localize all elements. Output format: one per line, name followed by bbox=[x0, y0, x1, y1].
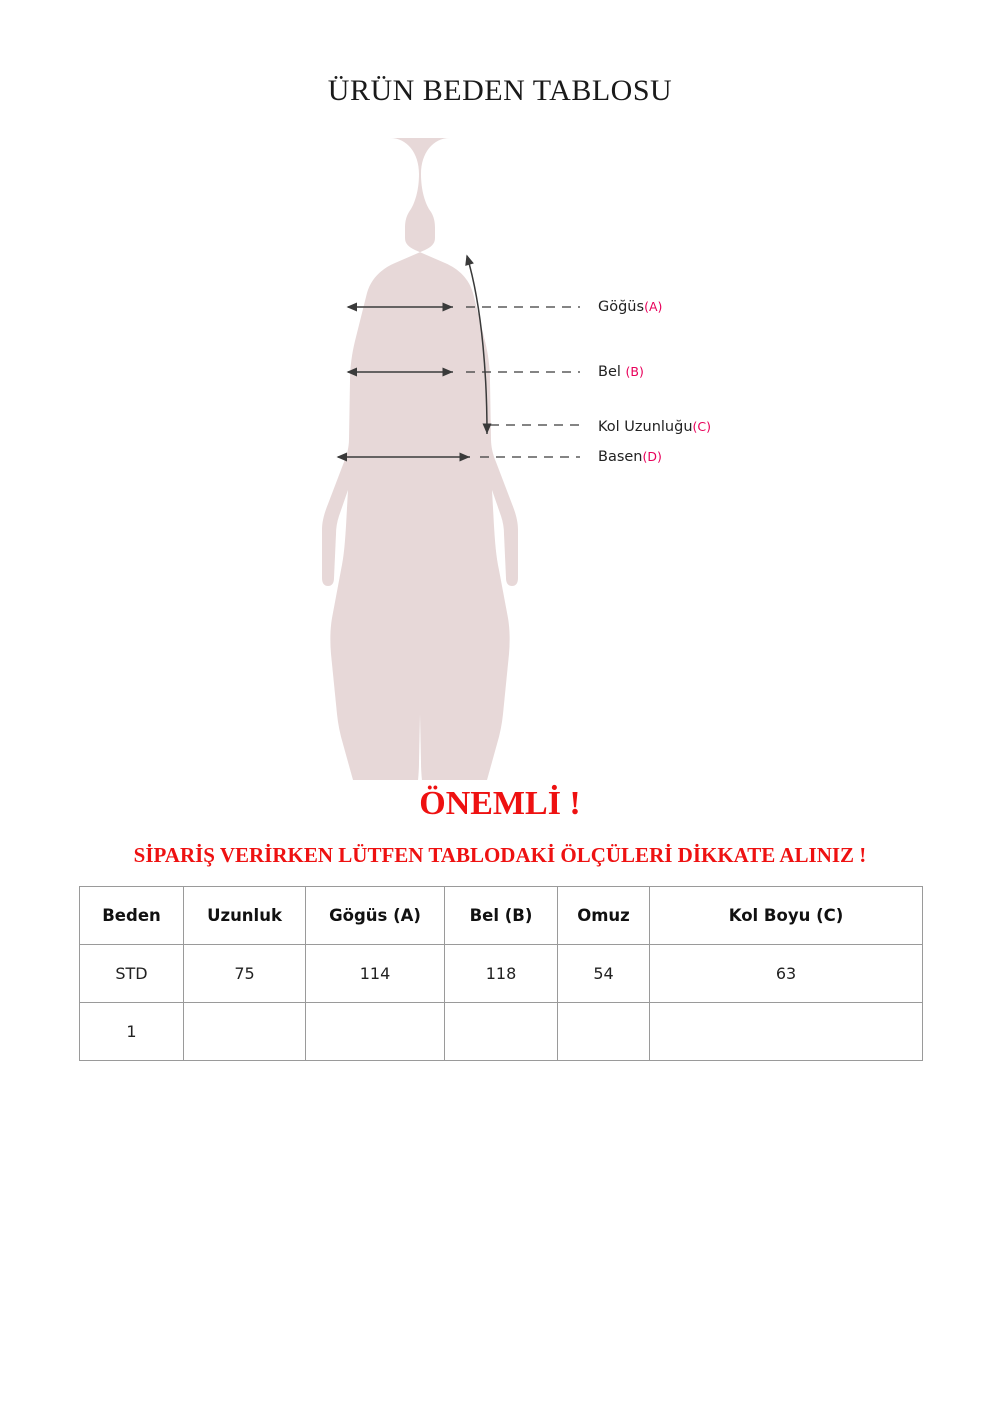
table-header-cell: Uzunluk bbox=[184, 887, 306, 945]
legend-item-kol-uzunlugu bbox=[598, 419, 711, 435]
table-cell bbox=[306, 1003, 445, 1061]
table-header-cell: Omuz bbox=[558, 887, 650, 945]
table-cell: 75 bbox=[184, 945, 306, 1003]
table-cell: STD bbox=[80, 945, 184, 1003]
table-header-cell: Kol Boyu (C) bbox=[650, 887, 923, 945]
table-cell: 54 bbox=[558, 945, 650, 1003]
legend-label-bel: Bel bbox=[598, 364, 621, 380]
table-header-cell: Gögüs (A) bbox=[306, 887, 445, 945]
legend-letter-kol-uzunlugu: (C) bbox=[692, 419, 711, 434]
legend-letter-bel: (B) bbox=[625, 364, 644, 379]
legend-item-gogus bbox=[598, 299, 662, 315]
female-body-silhouette bbox=[322, 138, 518, 780]
table-cell bbox=[558, 1003, 650, 1061]
legend-item-bel bbox=[598, 364, 644, 380]
legend-label-basen: Basen bbox=[598, 449, 643, 465]
table-cell bbox=[184, 1003, 306, 1061]
table-header-cell: Bel (B) bbox=[445, 887, 558, 945]
important-notice: ÖNEMLİ ! bbox=[419, 785, 581, 822]
table-cell: 118 bbox=[445, 945, 558, 1003]
size-table-container bbox=[79, 886, 922, 1061]
legend-item-basen bbox=[598, 449, 662, 465]
legend-label-gogus: Göğüs bbox=[598, 299, 645, 315]
table-cell: 63 bbox=[650, 945, 923, 1003]
size-table bbox=[79, 886, 923, 1061]
table-cell bbox=[445, 1003, 558, 1061]
page-title: ÜRÜN BEDEN TABLOSU bbox=[327, 74, 673, 107]
table-cell: 114 bbox=[306, 945, 445, 1003]
table-cell: 1 bbox=[80, 1003, 184, 1061]
legend-label-kol-uzunlugu: Kol Uzunluğu bbox=[598, 419, 693, 435]
order-notice: SİPARİŞ VERİRKEN LÜTFEN TABLODAKİ ÖLÇÜLERİ DİKKATE ALINIZ ! bbox=[133, 843, 867, 867]
table-header-cell: Beden bbox=[80, 887, 184, 945]
table-row bbox=[80, 945, 923, 1003]
table-header-row bbox=[80, 887, 923, 945]
body-diagram-svg bbox=[0, 120, 1000, 780]
legend-letter-basen: (D) bbox=[642, 449, 662, 464]
size-guide-figure bbox=[0, 120, 1000, 780]
table-row bbox=[80, 1003, 923, 1061]
table-cell bbox=[650, 1003, 923, 1061]
legend-letter-gogus: (A) bbox=[644, 299, 663, 314]
